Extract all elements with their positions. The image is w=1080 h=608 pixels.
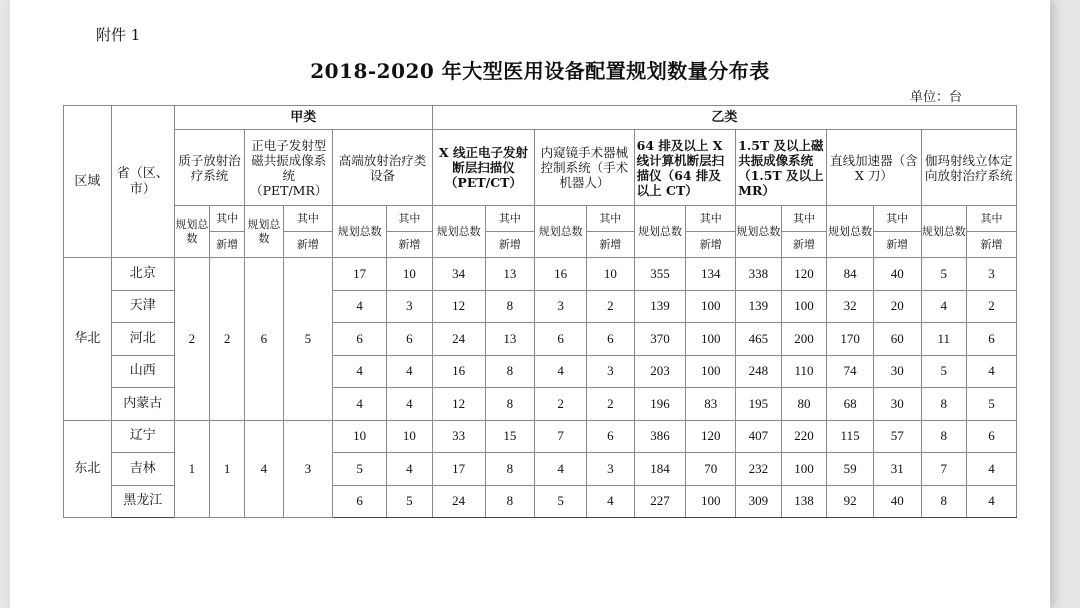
data-cell: 4 xyxy=(967,355,1017,388)
data-cell: 110 xyxy=(781,355,827,388)
data-cell: 83 xyxy=(686,388,736,421)
planned-total-header: 规划总数 xyxy=(921,206,967,258)
data-cell: 3 xyxy=(587,453,635,486)
equipment-header: X 线正电子发射断层扫描仪（PET/CT） xyxy=(432,130,535,206)
new-added-header: 新增 xyxy=(686,232,736,258)
data-cell: 10 xyxy=(333,420,387,453)
data-cell: 16 xyxy=(432,355,485,388)
table-row xyxy=(64,258,1017,291)
province-cell: 山西 xyxy=(111,355,174,388)
data-cell: 92 xyxy=(827,485,874,518)
data-cell: 355 xyxy=(634,258,686,291)
new-added-header: 新增 xyxy=(283,232,333,258)
data-cell: 60 xyxy=(873,323,921,356)
data-cell: 4 xyxy=(387,388,433,421)
data-cell: 4 xyxy=(535,355,587,388)
data-cell: 3 xyxy=(283,420,333,518)
planned-total-header: 规划总数 xyxy=(736,206,782,258)
data-cell: 13 xyxy=(485,323,535,356)
region-cell: 东北 xyxy=(64,420,112,518)
province-cell: 内蒙古 xyxy=(111,388,174,421)
data-cell: 11 xyxy=(921,323,967,356)
data-cell: 5 xyxy=(921,355,967,388)
data-cell: 10 xyxy=(387,420,433,453)
of-which-header: 其中 xyxy=(485,206,535,232)
data-cell: 100 xyxy=(781,453,827,486)
data-cell: 100 xyxy=(686,290,736,323)
province-cell: 辽宁 xyxy=(111,420,174,453)
equipment-header: 正电子发射型磁共振成像系统（PET/MR） xyxy=(245,130,333,206)
data-cell: 2 xyxy=(587,388,635,421)
data-cell: 4 xyxy=(967,485,1017,518)
data-cell: 7 xyxy=(921,453,967,486)
data-cell: 8 xyxy=(485,355,535,388)
data-cell: 57 xyxy=(873,420,921,453)
region-cell: 华北 xyxy=(64,258,112,421)
new-added-header: 新增 xyxy=(485,232,535,258)
table-row xyxy=(64,420,1017,453)
new-added-header: 新增 xyxy=(210,232,245,258)
planned-total-header: 规划总数 xyxy=(333,206,387,258)
data-cell: 2 xyxy=(535,388,587,421)
data-cell: 170 xyxy=(827,323,874,356)
data-cell: 15 xyxy=(485,420,535,453)
data-cell: 4 xyxy=(921,290,967,323)
data-cell: 4 xyxy=(333,355,387,388)
data-cell: 227 xyxy=(634,485,686,518)
data-cell: 100 xyxy=(686,323,736,356)
province-header: 省（区、市） xyxy=(111,106,174,258)
data-cell: 17 xyxy=(333,258,387,291)
equipment-header: 1.5T 及以上磁共振成像系统（1.5T 及以上 MR） xyxy=(736,130,827,206)
data-cell: 4 xyxy=(967,453,1017,486)
of-which-header: 其中 xyxy=(967,206,1017,232)
page-title: 2018-2020 年大型医用设备配置规划数量分布表 xyxy=(310,59,770,83)
data-cell: 5 xyxy=(333,453,387,486)
of-which-header: 其中 xyxy=(587,206,635,232)
data-cell: 195 xyxy=(736,388,782,421)
data-cell: 4 xyxy=(245,420,283,518)
equipment-header: 伽玛射线立体定向放射治疗系统 xyxy=(921,130,1016,206)
data-cell: 30 xyxy=(873,388,921,421)
data-cell: 232 xyxy=(736,453,782,486)
data-cell: 138 xyxy=(781,485,827,518)
data-cell: 120 xyxy=(686,420,736,453)
data-cell: 134 xyxy=(686,258,736,291)
data-cell: 2 xyxy=(174,258,209,421)
data-cell: 200 xyxy=(781,323,827,356)
data-cell: 6 xyxy=(587,420,635,453)
data-cell: 196 xyxy=(634,388,686,421)
province-cell: 北京 xyxy=(111,258,174,291)
data-cell: 1 xyxy=(210,420,245,518)
data-cell: 6 xyxy=(387,323,433,356)
data-cell: 4 xyxy=(387,453,433,486)
data-cell: 3 xyxy=(587,355,635,388)
data-cell: 70 xyxy=(686,453,736,486)
data-cell: 184 xyxy=(634,453,686,486)
data-cell: 407 xyxy=(736,420,782,453)
planned-total-header: 规划总数 xyxy=(827,206,874,258)
data-cell: 100 xyxy=(781,290,827,323)
data-cell: 6 xyxy=(535,323,587,356)
data-cell: 5 xyxy=(921,258,967,291)
data-cell: 5 xyxy=(283,258,333,421)
planned-total-header: 规划总数 xyxy=(245,206,283,258)
data-cell: 120 xyxy=(781,258,827,291)
data-cell: 3 xyxy=(967,258,1017,291)
data-cell: 10 xyxy=(387,258,433,291)
data-cell: 8 xyxy=(485,485,535,518)
data-cell: 40 xyxy=(873,258,921,291)
of-which-header: 其中 xyxy=(283,206,333,232)
data-cell: 8 xyxy=(485,453,535,486)
class-b-header: 乙类 xyxy=(432,106,1016,130)
data-cell: 100 xyxy=(686,485,736,518)
data-cell: 2 xyxy=(967,290,1017,323)
data-cell: 8 xyxy=(921,388,967,421)
data-cell: 3 xyxy=(535,290,587,323)
new-added-header: 新增 xyxy=(587,232,635,258)
planned-total-header: 规划总数 xyxy=(535,206,587,258)
data-cell: 139 xyxy=(634,290,686,323)
data-cell: 4 xyxy=(333,388,387,421)
data-cell: 5 xyxy=(535,485,587,518)
data-cell: 5 xyxy=(387,485,433,518)
data-cell: 1 xyxy=(174,420,209,518)
data-cell: 4 xyxy=(333,290,387,323)
data-cell: 338 xyxy=(736,258,782,291)
data-cell: 80 xyxy=(781,388,827,421)
new-added-header: 新增 xyxy=(967,232,1017,258)
data-cell: 30 xyxy=(873,355,921,388)
data-cell: 32 xyxy=(827,290,874,323)
data-cell: 2 xyxy=(210,258,245,421)
data-cell: 16 xyxy=(535,258,587,291)
planned-total-header: 规划总数 xyxy=(174,206,209,258)
new-added-header: 新增 xyxy=(781,232,827,258)
region-header: 区域 xyxy=(64,106,112,258)
data-cell: 6 xyxy=(967,323,1017,356)
data-cell: 4 xyxy=(587,485,635,518)
data-cell: 6 xyxy=(245,258,283,421)
equipment-header: 内窥镜手术器械控制系统（手术机器人） xyxy=(535,130,634,206)
equipment-header: 质子放射治疗系统 xyxy=(174,130,244,206)
data-cell: 34 xyxy=(432,258,485,291)
province-cell: 吉林 xyxy=(111,453,174,486)
data-cell: 6 xyxy=(587,323,635,356)
data-cell: 220 xyxy=(781,420,827,453)
of-which-header: 其中 xyxy=(686,206,736,232)
attachment-label: 附件 1 xyxy=(96,26,141,44)
data-cell: 24 xyxy=(432,485,485,518)
allocation-table xyxy=(63,105,1017,518)
data-cell: 10 xyxy=(587,258,635,291)
data-cell: 31 xyxy=(873,453,921,486)
of-which-header: 其中 xyxy=(387,206,433,232)
of-which-header: 其中 xyxy=(873,206,921,232)
data-cell: 8 xyxy=(485,290,535,323)
data-cell: 6 xyxy=(333,323,387,356)
data-cell: 370 xyxy=(634,323,686,356)
data-cell: 20 xyxy=(873,290,921,323)
data-cell: 8 xyxy=(485,388,535,421)
data-cell: 40 xyxy=(873,485,921,518)
of-which-header: 其中 xyxy=(781,206,827,232)
data-cell: 2 xyxy=(587,290,635,323)
data-cell: 465 xyxy=(736,323,782,356)
data-cell: 309 xyxy=(736,485,782,518)
data-cell: 12 xyxy=(432,388,485,421)
data-cell: 8 xyxy=(921,485,967,518)
data-cell: 12 xyxy=(432,290,485,323)
data-cell: 24 xyxy=(432,323,485,356)
data-cell: 17 xyxy=(432,453,485,486)
data-cell: 115 xyxy=(827,420,874,453)
data-cell: 248 xyxy=(736,355,782,388)
data-cell: 7 xyxy=(535,420,587,453)
of-which-header: 其中 xyxy=(210,206,245,232)
province-cell: 黑龙江 xyxy=(111,485,174,518)
data-cell: 5 xyxy=(967,388,1017,421)
unit-label: 单位：台 xyxy=(910,90,963,105)
data-cell: 3 xyxy=(387,290,433,323)
data-cell: 13 xyxy=(485,258,535,291)
equipment-header: 直线加速器（含 X 刀） xyxy=(827,130,921,206)
equipment-header: 64 排及以上 X 线计算机断层扫描仪（64 排及以上 CT） xyxy=(634,130,736,206)
data-cell: 59 xyxy=(827,453,874,486)
data-cell: 4 xyxy=(387,355,433,388)
equipment-header: 高端放射治疗类设备 xyxy=(333,130,432,206)
planned-total-header: 规划总数 xyxy=(432,206,485,258)
data-cell: 6 xyxy=(967,420,1017,453)
data-cell: 6 xyxy=(333,485,387,518)
data-cell: 100 xyxy=(686,355,736,388)
data-cell: 33 xyxy=(432,420,485,453)
data-cell: 4 xyxy=(535,453,587,486)
data-cell: 68 xyxy=(827,388,874,421)
new-added-header: 新增 xyxy=(387,232,433,258)
province-cell: 天津 xyxy=(111,290,174,323)
planned-total-header: 规划总数 xyxy=(634,206,686,258)
new-added-header: 新增 xyxy=(873,232,921,258)
data-cell: 203 xyxy=(634,355,686,388)
province-cell: 河北 xyxy=(111,323,174,356)
data-cell: 386 xyxy=(634,420,686,453)
data-cell: 74 xyxy=(827,355,874,388)
data-cell: 84 xyxy=(827,258,874,291)
data-cell: 8 xyxy=(921,420,967,453)
class-a-header: 甲类 xyxy=(174,106,432,130)
data-cell: 139 xyxy=(736,290,782,323)
